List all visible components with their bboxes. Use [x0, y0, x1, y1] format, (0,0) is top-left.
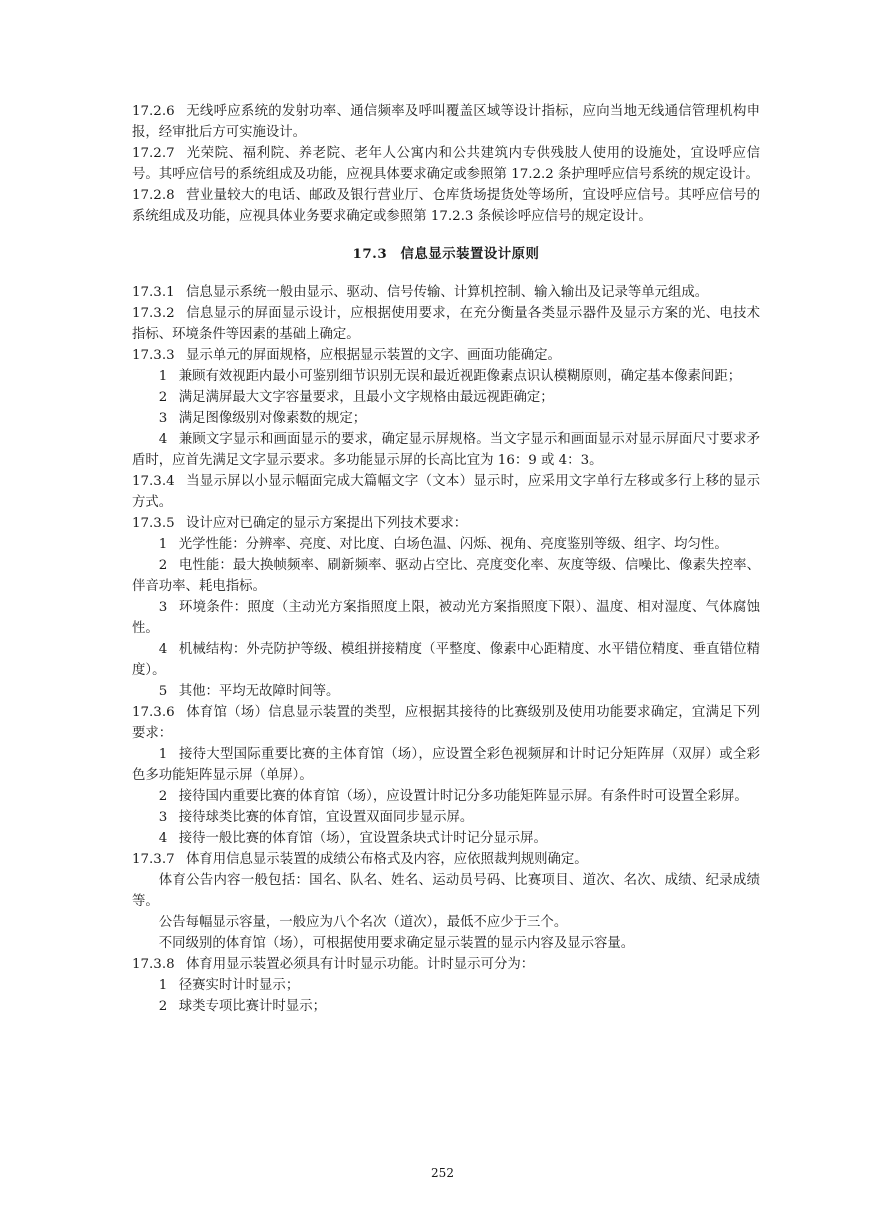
- clause-number: 17.3.2: [132, 306, 175, 321]
- item-number: 4: [158, 432, 168, 447]
- clause-text: 显示单元的屏面规格，应根据显示装置的文字、画面功能确定。: [185, 348, 561, 363]
- list-item: [132, 828, 760, 849]
- item-text: 满足满屏最大文字容量要求，且最小文字规格由最远视距确定；: [178, 390, 554, 405]
- clause-number: 17.3.3: [132, 348, 175, 363]
- item-number: 2: [158, 789, 168, 804]
- clause-number: 17.2.7: [132, 146, 175, 161]
- item-text: 电性能：最大换帧频率、刷新频率、驱动占空比、亮度变化率、灰度等级、信噪比、像素失控率、伴音功率、耗电指标。: [132, 558, 760, 594]
- body-paragraph: 公告每幅显示容量，一般应为八个名次（道次），最低不应少于三个。: [158, 915, 568, 930]
- item-number: 1: [158, 978, 168, 993]
- clause-text: 营业量较大的电话、邮政及银行营业厅、仓库货场提货处等场所，宜设呼应信号。其呼应信号的系统组成及功能，应视具体业务要求确定或参照第 17.2.3 条候诊呼应信号的规定设计。: [132, 188, 760, 224]
- clause-17-3-8: [132, 954, 760, 975]
- list-item: [132, 366, 760, 387]
- list-item: [132, 786, 760, 807]
- clause-17-3-1: [132, 282, 760, 303]
- item-text: 其他：平均无故障时间等。: [178, 684, 340, 699]
- item-text: 光学性能：分辨率、亮度、对比度、白场色温、闪烁、视角、亮度鉴别等级、组字、均匀性。: [178, 537, 728, 552]
- section-heading: [132, 244, 760, 265]
- list-item: [132, 639, 760, 681]
- clause-text: 信息显示系统一般由显示、驱动、信号传输、计算机控制、输入输出及记录等单元组成。: [185, 285, 709, 300]
- clause-17-2-8: [132, 185, 760, 227]
- page-number: 252: [431, 1166, 454, 1180]
- item-number: 3: [158, 411, 168, 426]
- clause-number: 17.3.7: [132, 852, 175, 867]
- item-number: 5: [158, 684, 168, 699]
- clause-17-2-6: [132, 101, 760, 143]
- clause-text: 光荣院、福利院、养老院、老年人公寓内和公共建筑内专供残肢人使用的设施处，宜设呼应信号。其呼应信号的系统组成及功能，应视具体要求确定或参照第 17.2.2 条护理呼应信号系统的规定设计。: [132, 146, 760, 182]
- item-number: 1: [158, 369, 168, 384]
- clause-text: 体育馆（场）信息显示装置的类型，应根据其接待的比赛级别及使用功能要求确定，宜满足下列要求：: [132, 705, 760, 741]
- clause-text: 信息显示的屏面显示设计，应根据使用要求，在充分衡量各类显示器件及显示方案的光、电技术指标、环境条件等因素的基础上确定。: [132, 306, 760, 342]
- clause-text: 体育用显示装置必须具有计时显示功能。计时显示可分为：: [185, 957, 535, 972]
- item-number: 1: [158, 537, 168, 552]
- list-item: [132, 555, 760, 597]
- clause-17-3-6: [132, 702, 760, 744]
- item-text: 接待国内重要比赛的体育馆（场），应设置计时记分多功能矩阵显示屏。有条件时可设置全彩屏。: [178, 789, 748, 804]
- item-number: 3: [158, 810, 168, 825]
- clause-text: 设计应对已确定的显示方案提出下列技术要求：: [185, 516, 468, 531]
- clause-17-3-7: [132, 849, 760, 870]
- list-item: [132, 429, 760, 471]
- item-text: 满足图像级别对像素数的规定；: [178, 411, 367, 426]
- clause-number: 17.3.5: [132, 516, 175, 531]
- clause-17-2-7: [132, 143, 760, 185]
- clause-text: 无线呼应系统的发射功率、通信频率及呼叫覆盖区域等设计指标，应向当地无线通信管理机构申报，经审批后方可实施设计。: [132, 104, 760, 140]
- list-item: [132, 681, 760, 702]
- item-number: 3: [158, 600, 168, 615]
- body-paragraph: 不同级别的体育馆（场），可根据使用要求确定显示装置的显示内容及显示容量。: [158, 936, 635, 951]
- document-body: [132, 101, 760, 1017]
- item-text: 兼顾有效视距内最小可鉴别细节识别无误和最近视距像素点识认模糊原则，确定基本像素间距；: [178, 369, 742, 384]
- item-text: 兼顾文字显示和画面显示的要求，确定显示屏规格。当文字显示和画面显示对显示屏面尺寸要求矛盾时，应首先满足文字显示要求。多功能显示屏的长高比宜为 16：9 或 4：3。: [132, 432, 760, 468]
- clause-number: 17.3.6: [132, 705, 175, 720]
- item-number: 1: [158, 747, 168, 762]
- item-text: 接待球类比赛的体育馆，宜设置双面同步显示屏。: [178, 810, 474, 825]
- item-text: 环境条件：照度（主动光方案指照度上限，被动光方案指照度下限）、温度、相对湿度、气体腐蚀性。: [132, 600, 760, 636]
- item-number: 2: [158, 390, 168, 405]
- clause-17-3-2: [132, 303, 760, 345]
- list-item: [132, 534, 760, 555]
- item-text: 径赛实时计时显示；: [178, 978, 300, 993]
- clause-number: 17.2.6: [132, 104, 175, 119]
- clause-17-3-5: [132, 513, 760, 534]
- item-number: 2: [158, 558, 168, 573]
- list-item: [132, 387, 760, 408]
- list-item: [132, 597, 760, 639]
- item-number: 4: [158, 831, 168, 846]
- list-item: [132, 408, 760, 429]
- clause-text: 体育用信息显示装置的成绩公布格式及内容，应依照裁判规则确定。: [185, 852, 588, 867]
- clause-17-3-3: [132, 345, 760, 366]
- list-item: [132, 744, 760, 786]
- section-number: 17.3: [352, 246, 388, 262]
- section-title: 信息显示装置设计原则: [400, 246, 540, 262]
- body-paragraph: 体育公告内容一般包括：国名、队名、姓名、运动员号码、比赛项目、道次、名次、成绩、纪录成绩等。: [132, 873, 760, 909]
- item-number: 4: [158, 642, 168, 657]
- clause-text: 当显示屏以小显示幅面完成大篇幅文字（文本）显示时，应采用文字单行左移或多行上移的显示方式。: [132, 474, 760, 510]
- clause-number: 17.3.4: [132, 474, 175, 489]
- item-text: 机械结构：外壳防护等级、模组拼接精度（平整度、像素中心距精度、水平错位精度、垂直错位精度）。: [132, 642, 760, 678]
- clause-number: 17.3.1: [132, 285, 175, 300]
- clause-17-3-4: [132, 471, 760, 513]
- clause-number: 17.2.8: [132, 188, 175, 203]
- list-item: [132, 807, 760, 828]
- item-text: 接待大型国际重要比赛的主体育馆（场），应设置全彩色视频屏和计时记分矩阵屏（双屏）或全彩色多功能矩阵显示屏（单屏）。: [132, 747, 760, 783]
- item-text: 接待一般比赛的体育馆（场），宜设置条块式计时记分显示屏。: [178, 831, 547, 846]
- list-item: [132, 975, 760, 996]
- item-text: 球类专项比赛计时显示；: [178, 999, 326, 1014]
- item-number: 2: [158, 999, 168, 1014]
- list-item: [132, 996, 760, 1017]
- clause-number: 17.3.8: [132, 957, 175, 972]
